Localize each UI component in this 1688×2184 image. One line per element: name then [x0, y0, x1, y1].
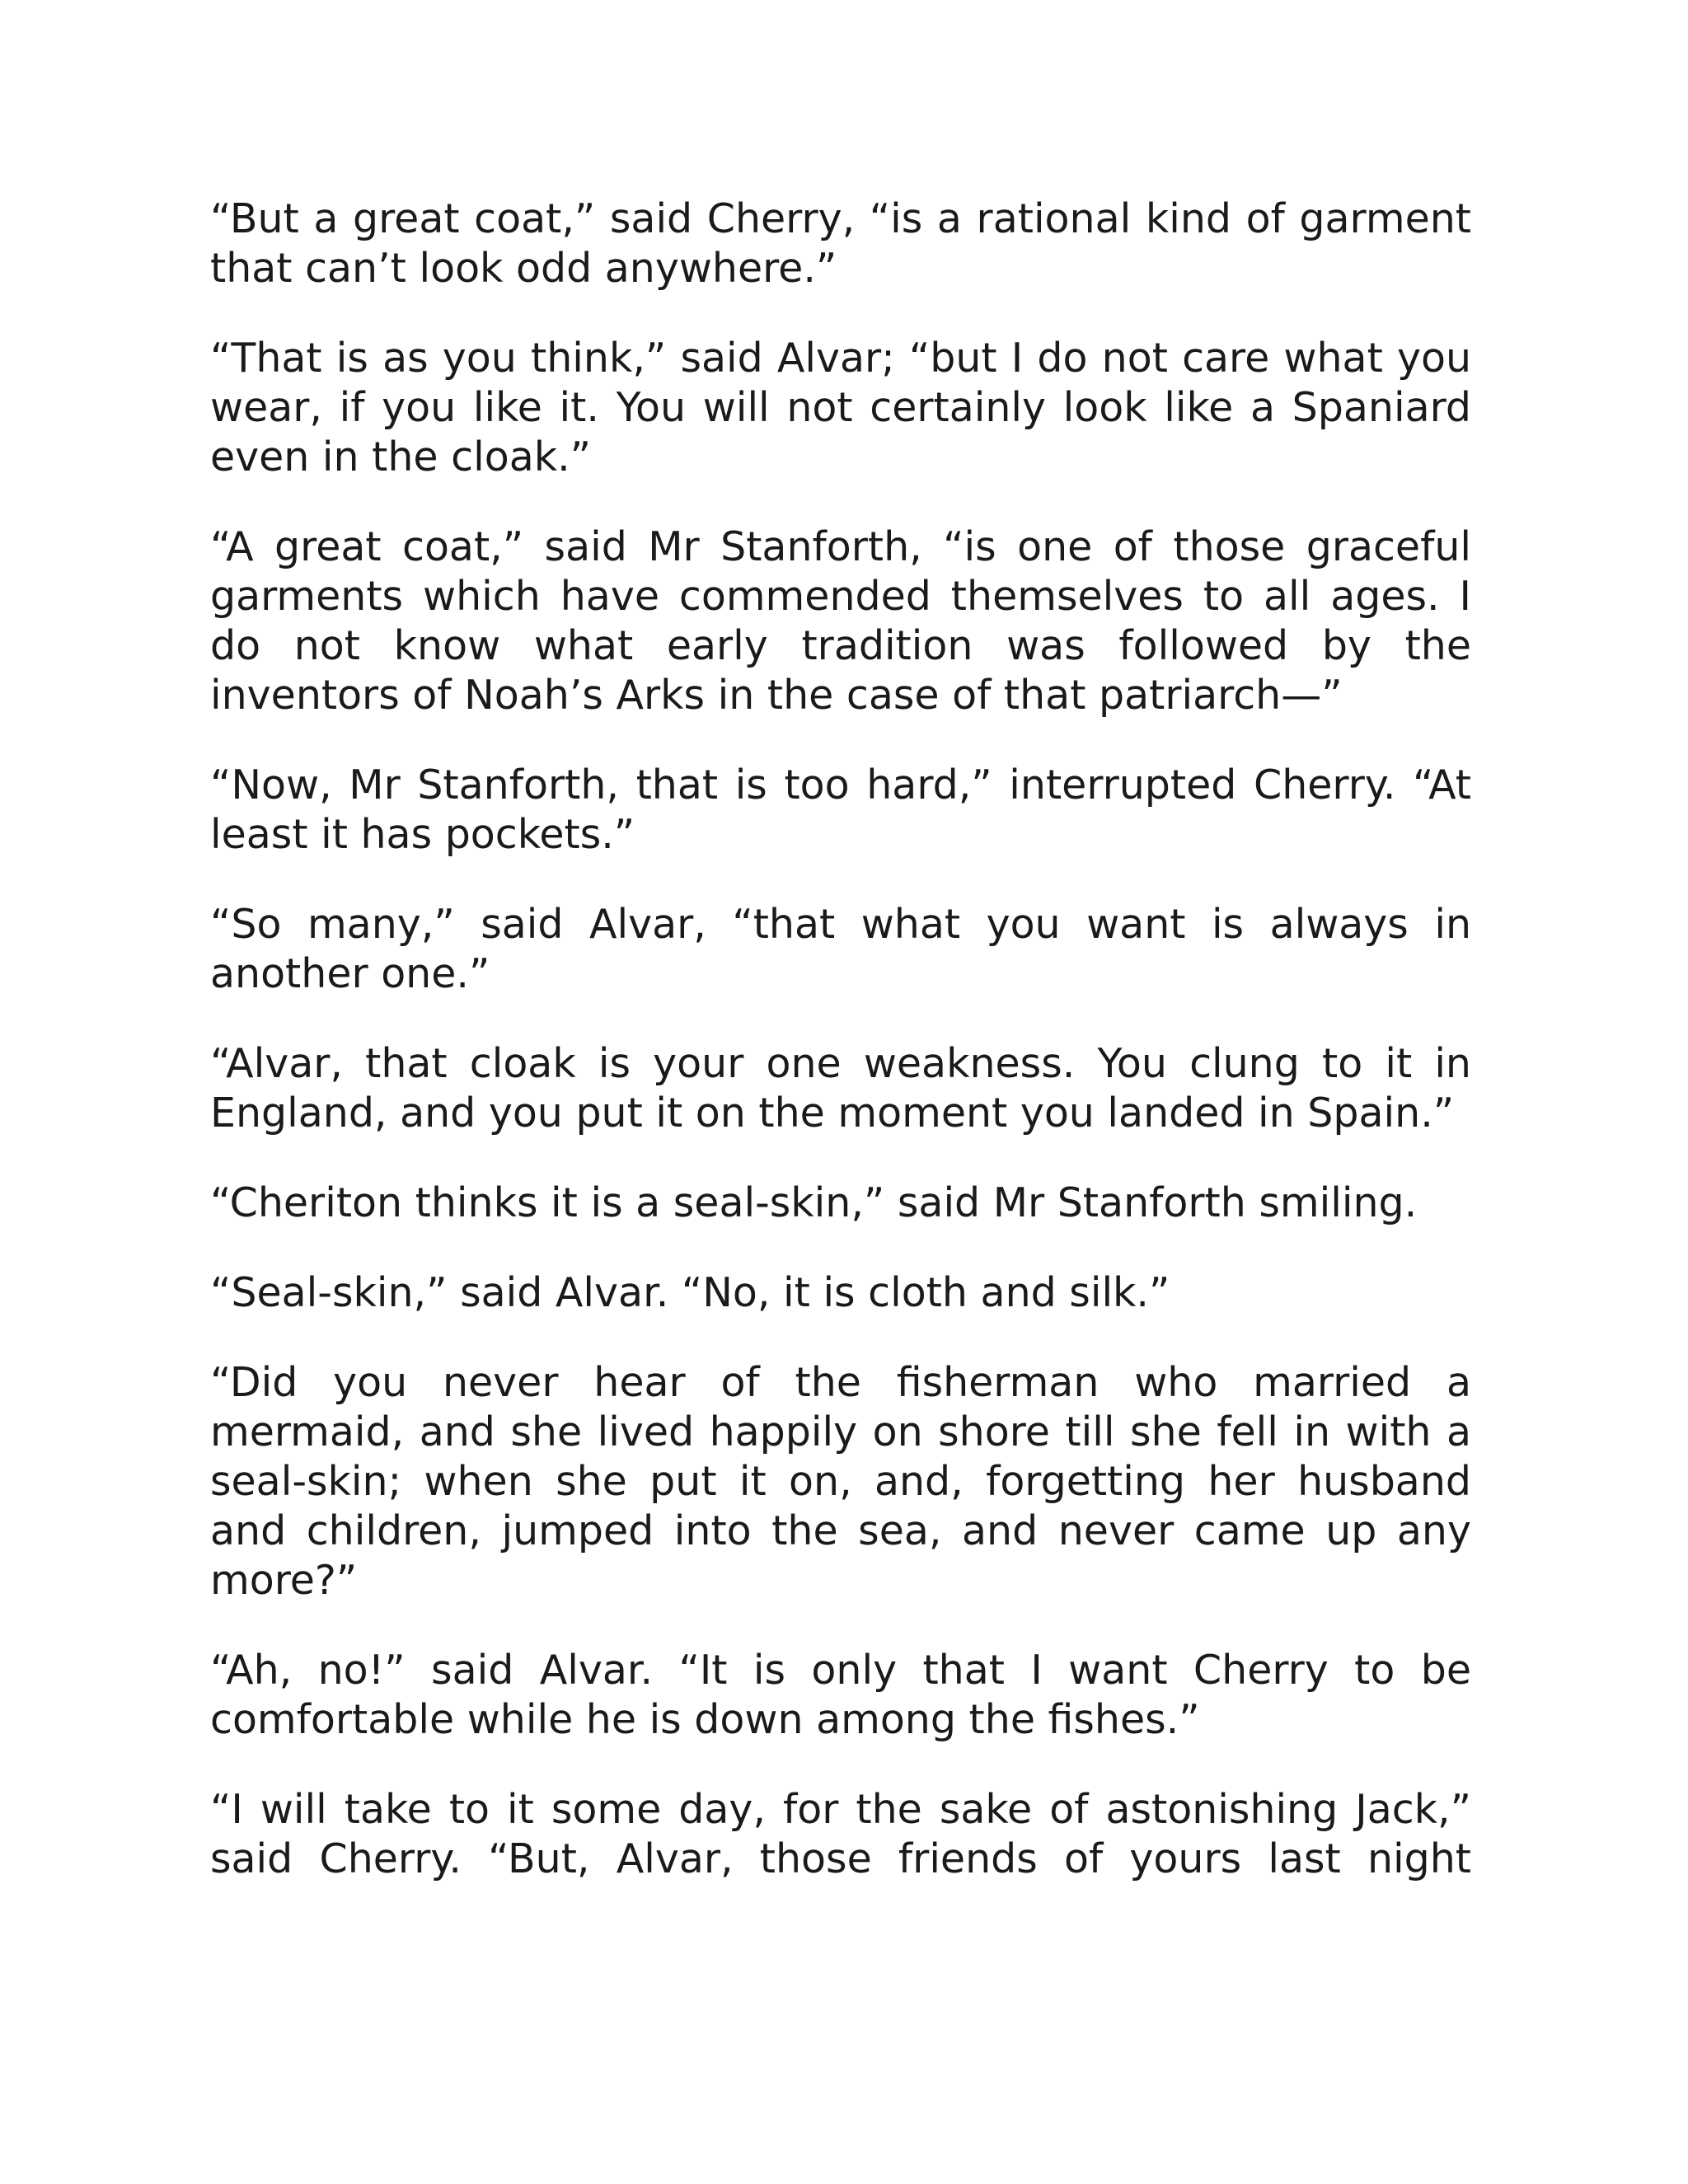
paragraph: “Seal-skin,” said Alvar. “No, it is cloth and silk.” [210, 1269, 1170, 1316]
paragraph: “Alvar, that cloak is your one weakness. You clung to it in England, and you put it on the moment you landed in Spain.” [210, 1040, 1471, 1137]
paragraph: “Cheriton thinks it is a seal-skin,” said Mr Stanforth smiling. [210, 1179, 1418, 1226]
paragraph: “Now, Mr Stanforth, that is too hard,” interrupted Cherry. “At least it has pockets.” [210, 762, 1471, 858]
paragraph: “A great coat,” said Mr Stanforth, “is one of those graceful garments which have commended themselves to all ages. I do not know what early tradition was followed by the inventors of Noah’s Arks in the case of that patriarch—” [210, 523, 1471, 719]
paragraph: “But a great coat,” said Cherry, “is a rational kind of garment that can’t look odd anywhere.” [210, 195, 1471, 292]
paragraph: “That is as you think,” said Alvar; “but I do not care what you wear, if you like it. You will not certainly look like a Spaniard even in the cloak.” [210, 335, 1471, 480]
paragraph-continued: “I will take to it some day, for the sake of astonishing Jack,” said Cherry. “But, Alvar, those friends of yours last night [210, 1786, 1471, 1882]
paragraph: “Did you never hear of the fisherman who married a mermaid, and she lived happily on shore till she fell in with a seal-skin; when she put it on, and, forgetting her husband and children, jumped into the sea, and never came up any more?” [210, 1359, 1471, 1604]
document-page [210, 194, 1471, 1884]
paragraph: “Ah, no!” said Alvar. “It is only that I want Cherry to be comfortable while he is down among the fishes.” [210, 1647, 1471, 1743]
paragraph: “So many,” said Alvar, “that what you want is always in another one.” [210, 901, 1471, 997]
